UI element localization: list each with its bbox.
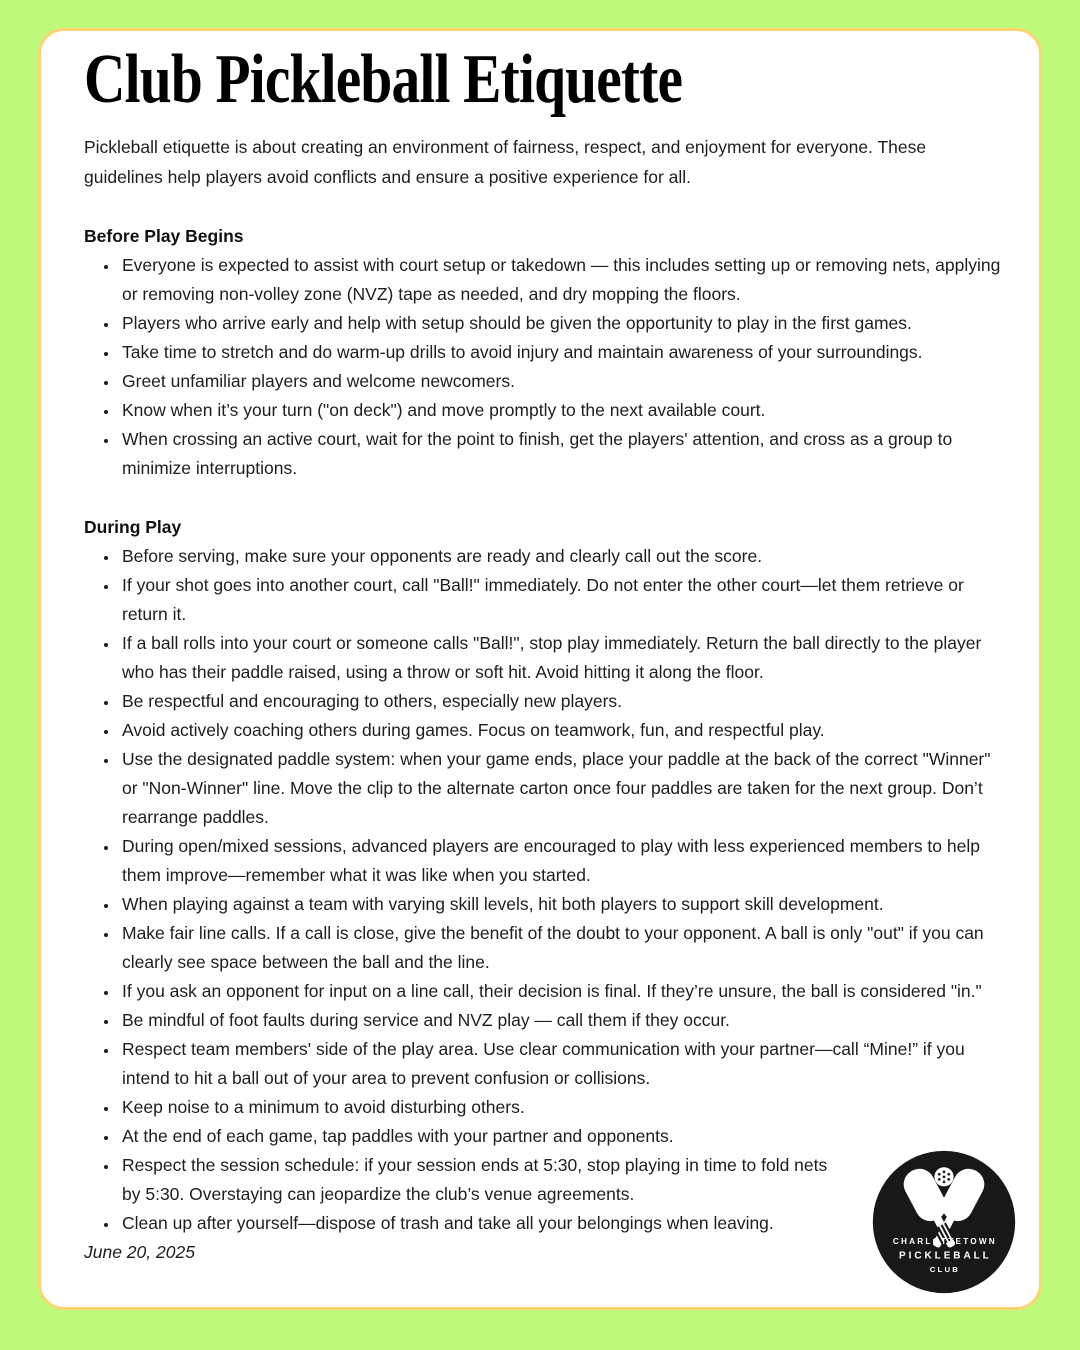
section — [84, 226, 1001, 483]
bullet-item: • Be respectful and encouraging to others, especially new players. — [119, 687, 1001, 716]
bullet-item: • Be mindful of foot faults during service and NVZ play — call them if they occur. — [119, 1006, 1001, 1035]
date-text: June 20, 2025 — [84, 1242, 195, 1262]
bullet-item: • Make fair line calls. If a call is close, give the benefit of the doubt to your opponent. A ball is only "out" if you can clearly see space between the ball and the line. — [119, 919, 1001, 977]
section — [84, 517, 1001, 1238]
bullet-item: • Take time to stretch and do warm-up drills to avoid injury and maintain awareness of your surroundings. — [119, 338, 1001, 367]
bullet-item: • Use the designated paddle system: when your game ends, place your paddle at the back of the correct "Winner" or "Non-Winner" line. Move the clip to the alternate carton once four paddles are taken for the next group. Don’t rearrange paddles. — [119, 745, 1001, 832]
bullet-item: • Know when it’s your turn ("on deck") and move promptly to the next available court. — [119, 396, 1001, 425]
sections — [84, 226, 1001, 1238]
bullet-item: • If you ask an opponent for input on a line call, their decision is final. If they’re unsure, the ball is considered "in." — [119, 977, 1001, 1006]
bullet-item: • Keep noise to a minimum to avoid disturbing others. — [119, 1093, 1001, 1122]
bullet-item: • If a ball rolls into your court or someone calls "Ball!", stop play immediately. Return the ball directly to the player who has their paddle raised, using a throw or soft hit. Avoid hitting it along the floor. — [119, 629, 1001, 687]
etiquette-document — [38, 28, 1042, 1310]
bullet-item: • Greet unfamiliar players and welcome newcomers. — [119, 367, 1001, 396]
bullet-item: • Everyone is expected to assist with court setup or takedown — this includes setting up or removing nets, applying or removing non-volley zone (NVZ) tape as needed, and dry mopping the floors. — [119, 251, 1001, 309]
bullet-item: • Players who arrive early and help with setup should be given the opportunity to play in the first games. — [119, 309, 1001, 338]
logo-text-charlottetown: CHARLOTTETOWN — [892, 1236, 997, 1246]
bullet-item: • Before serving, make sure your opponents are ready and clearly call out the score. — [119, 542, 1001, 571]
logo-text-club: CLUB — [929, 1265, 961, 1275]
section-heading: Before Play Begins — [84, 226, 244, 246]
page-title: Club Pickleball Etiquette — [84, 41, 683, 118]
pickleball-club-logo-icon — [871, 1149, 1017, 1295]
bullet-item: • If your shot goes into another court, call "Ball!" immediately. Do not enter the other court—let them retrieve or return it. — [119, 571, 1001, 629]
bullet-item: • At the end of each game, tap paddles with your partner and opponents. — [119, 1122, 1001, 1151]
club-logo — [871, 1149, 1017, 1295]
bullet-item: • Respect team members' side of the play area. Use clear communication with your partner—call “Mine!” if you intend to hit a ball out of your area to prevent confusion or collisions. — [119, 1035, 1001, 1093]
intro-paragraph: Pickleball etiquette is about creating an environment of fairness, respect, and enjoyment for everyone. These guidelines help players avoid conflicts and ensure a positive experience for all. — [84, 137, 927, 187]
bullet-list — [84, 251, 1001, 483]
pickleball-icon — [934, 1167, 953, 1186]
bullet-list — [84, 542, 1001, 1238]
bullet-item: • When crossing an active court, wait for the point to finish, get the players' attention, and cross as a group to minimize interruptions. — [119, 425, 1001, 483]
bullet-item: • When playing against a team with varying skill levels, hit both players to support skill development. — [119, 890, 1001, 919]
section-heading: During Play — [84, 517, 182, 537]
bullet-item: • Clean up after yourself—dispose of trash and take all your belongings when leaving. — [119, 1209, 1001, 1238]
bullet-item: • Respect the session schedule: if your session ends at 5:30, stop playing in time to fold nets by 5:30. Overstaying can jeopardize the club’s venue agreements. — [119, 1151, 1001, 1209]
bullet-item: • During open/mixed sessions, advanced players are encouraged to play with less experienced members to help them improve—remember what it was like when you started. — [119, 832, 1001, 890]
bullet-item: • Avoid actively coaching others during games. Focus on teamwork, fun, and respectful play. — [119, 716, 1001, 745]
logo-text-pickleball: PICKLEBALL — [899, 1250, 992, 1262]
